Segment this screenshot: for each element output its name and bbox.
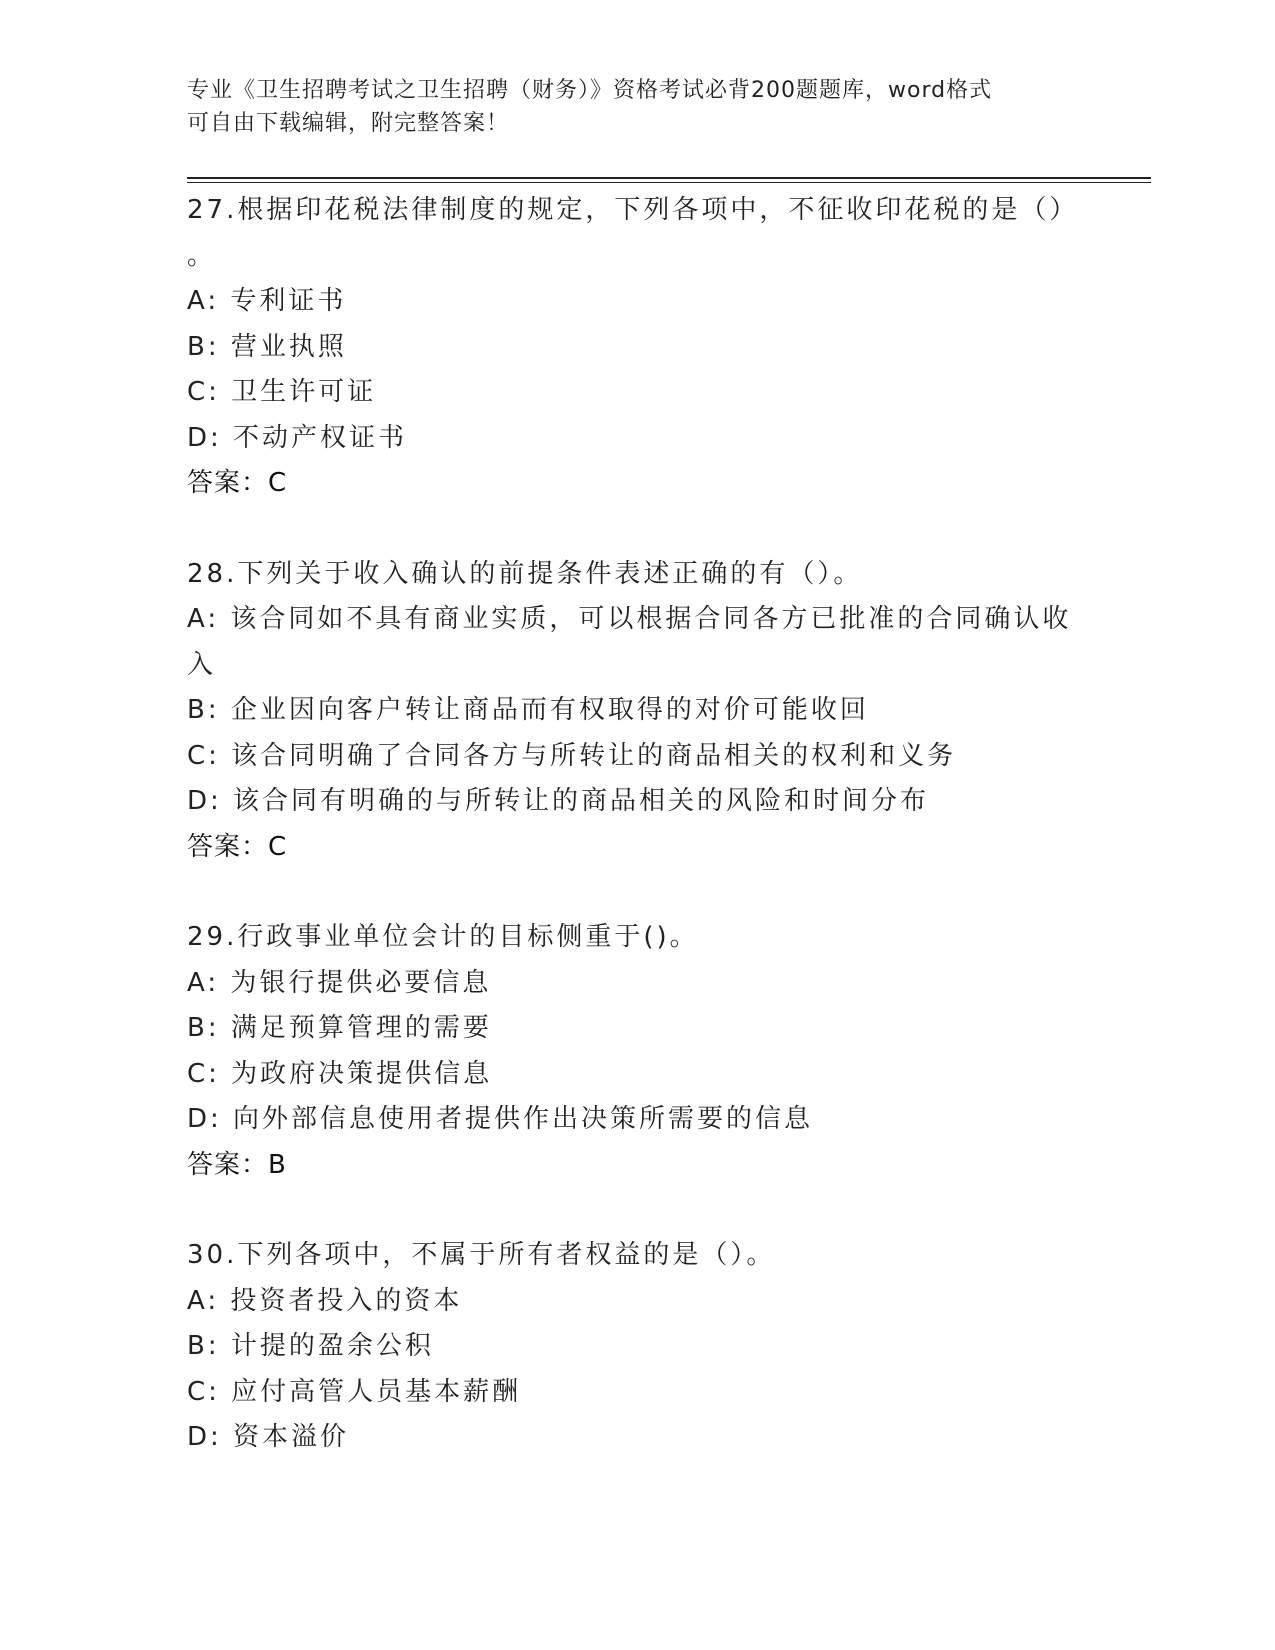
option-d: D: 资本溢价 xyxy=(187,1422,350,1452)
option-a: A: 投资者投入的资本 xyxy=(187,1285,463,1316)
option-c: C: 卫生许可证 xyxy=(187,377,377,407)
option-b: B: 满足预算管理的需要 xyxy=(187,1013,492,1043)
header-line-1: 专业《卫生招聘考试之卫生招聘（财务）》资格考试必背200题题库，word格式 xyxy=(187,78,993,103)
option-a-continued: 入 xyxy=(187,649,217,680)
option-a: A: 该合同如不具有商业实质，可以根据合同各方已批准的合同确认收 xyxy=(187,604,1072,634)
question-stem-continued: 。 xyxy=(187,240,217,271)
answer-line: 答案：C xyxy=(187,831,288,862)
option-d: D: 向外部信息使用者提供作出决策所需要的信息 xyxy=(187,1104,814,1134)
option-b: B: 营业执照 xyxy=(187,331,347,362)
question-stem: 28.下列关于收入确认的前提条件表述正确的有（）。 xyxy=(187,558,863,589)
question-list xyxy=(187,188,1087,1506)
option-c: C: 为政府决策提供信息 xyxy=(187,1058,493,1089)
header-divider-thick xyxy=(187,177,1151,179)
question-28 xyxy=(187,552,1087,871)
question-stem: 29.行政事业单位会计的目标侧重于()。 xyxy=(187,922,699,952)
question-stem: 27.根据印花税法律制度的规定，下列各项中，不征收印花税的是（） xyxy=(187,195,1079,225)
answer-line: 答案：C xyxy=(187,468,288,498)
option-c: C: 该合同明确了合同各方与所转让的商品相关的权利和义务 xyxy=(187,740,957,771)
header-divider-thin xyxy=(187,182,1151,183)
option-c: C: 应付高管人员基本薪酬 xyxy=(187,1376,522,1407)
question-30 xyxy=(187,1233,1087,1461)
document-header xyxy=(187,74,1087,140)
answer-line: 答案：B xyxy=(187,1149,287,1180)
question-29 xyxy=(187,915,1087,1188)
option-d: D: 不动产权证书 xyxy=(187,422,408,453)
option-b: B: 企业因向客户转让商品而有权取得的对价可能收回 xyxy=(187,695,869,725)
header-line-2: 可自由下载编辑，附完整答案！ xyxy=(187,111,510,136)
option-b: B: 计提的盈余公积 xyxy=(187,1331,434,1361)
option-a: A: 为银行提供必要信息 xyxy=(187,967,492,998)
option-d: D: 该合同有明确的与所转让的商品相关的风险和时间分布 xyxy=(187,786,930,816)
question-stem: 30.下列各项中，不属于所有者权益的是（）。 xyxy=(187,1240,776,1270)
option-a: A: 专利证书 xyxy=(187,286,347,316)
question-27 xyxy=(187,188,1087,507)
